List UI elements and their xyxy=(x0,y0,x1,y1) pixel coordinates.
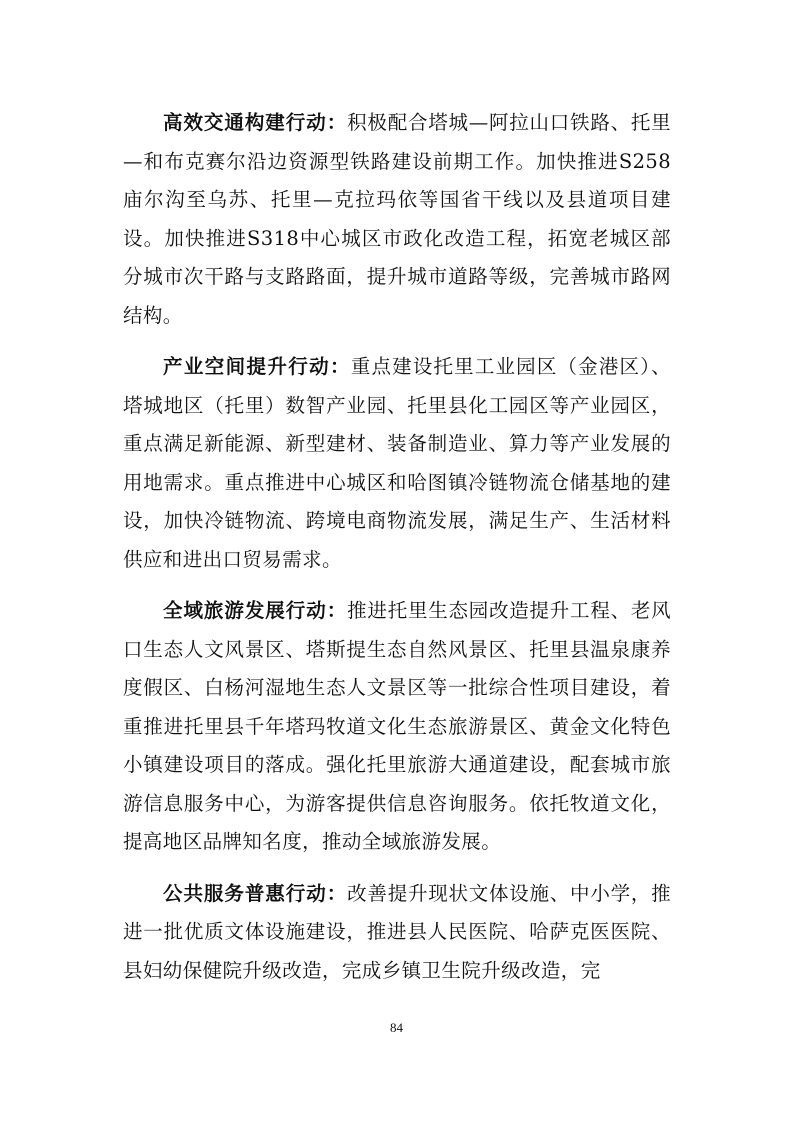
page-number: 84 xyxy=(390,1020,403,1035)
paragraph-text: 重点建设托里工业园区（金港区）、塔城地区（托里）数智产业园、托里县化工园区等产业园区，重点满足新能源、新型建材、装备制造业、算力等产业发展的用地需求。重点推进中心城区和哈图镇冷链物流仓储基地的建设，加快冷链物流、跨境电商物流发展，满足生产、生活材料供应和进出口贸易需求。 xyxy=(123,355,672,571)
paragraph-industry xyxy=(123,348,671,579)
paragraph-text: 推进托里生态园改造提升工程、老风口生态人文风景区、塔斯提生态自然风景区、托里县温泉康养度假区、白杨河湿地生态人文景区等一批综合性项目建设，着重推进托里县千年塔玛牧道文化生态旅游景区、黄金文化特色小镇建设项目的落成。强化托里旅游大通道建设，配套城市旅游信息服务中心，为游客提供信息咨询服务。依托牧道文化，提高地区品牌知名度，推动全域旅游发展。 xyxy=(123,599,672,853)
paragraph-text: 积极配合塔城—阿拉山口铁路、托里—和布克赛尔沿边资源型铁路建设前期工作。加快推进S258庙尔沟至乌苏、托里—克拉玛依等国省干线以及县道项目建设。加快推进S318中心城区市政化改造工程，拓宽老城区部分城市次干路与支路路面，提升城市道路等级，完善城市路网结构。 xyxy=(123,111,672,327)
paragraph-heading: 公共服务普惠行动： xyxy=(163,881,348,905)
paragraph-text: 改善提升现状文体设施、中小学，推进一批优质文体设施建设，推进县人民医院、哈萨克医医院、县妇幼保健院升级改造，完成乡镇卫生院升级改造，完 xyxy=(123,881,672,982)
paragraph-heading: 产业空间提升行动： xyxy=(163,355,351,378)
document-body xyxy=(123,104,671,1003)
paragraph-heading: 高效交通构建行动： xyxy=(163,111,348,134)
paragraph-tourism xyxy=(123,592,671,862)
paragraph-transport xyxy=(123,104,671,335)
paragraph-heading: 全域旅游发展行动： xyxy=(163,599,348,622)
paragraph-public-service xyxy=(123,875,671,991)
